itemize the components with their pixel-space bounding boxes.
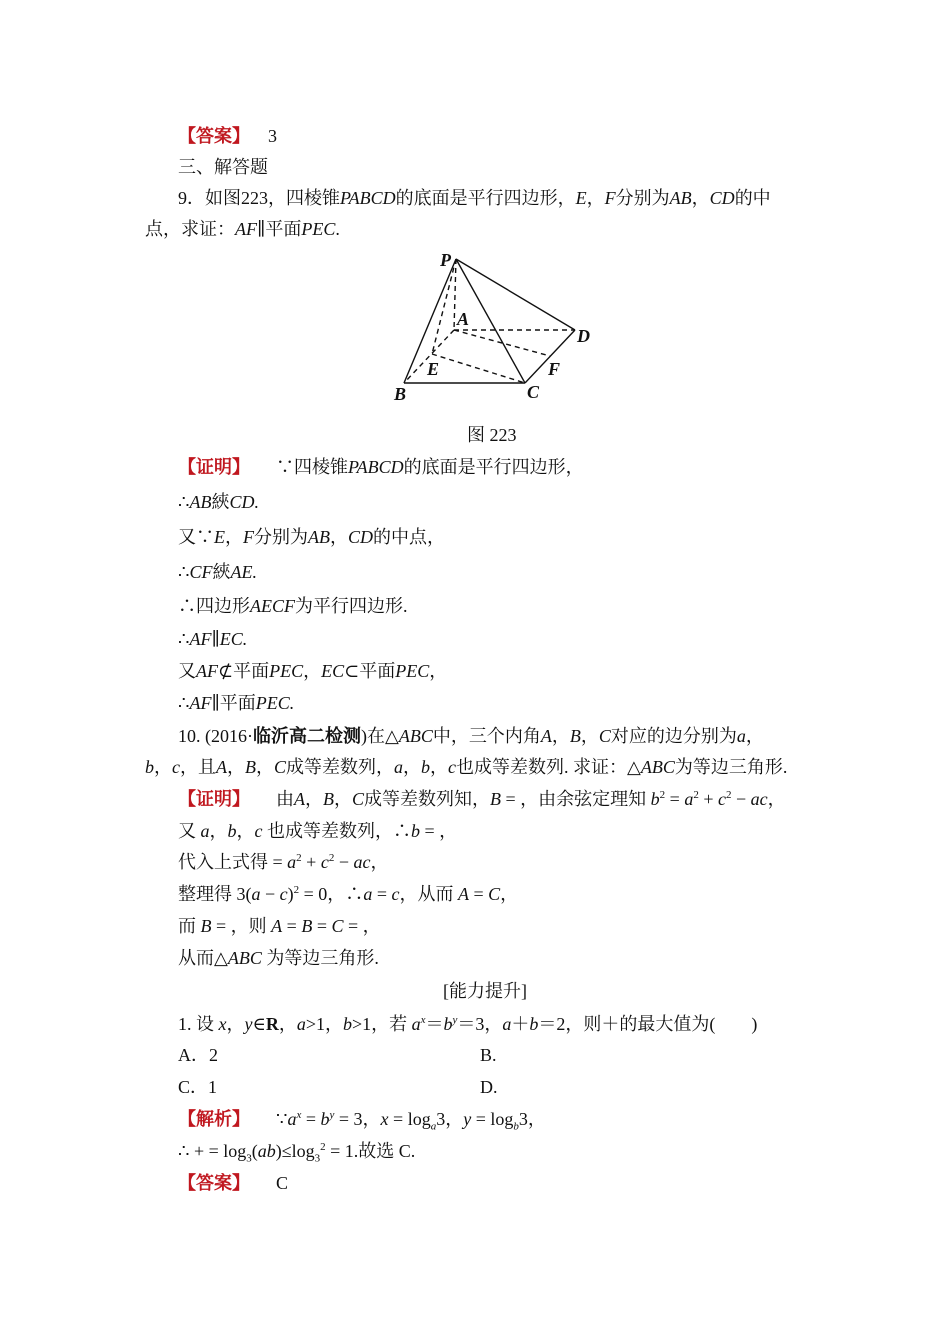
section-heading-ability: [能力提升] xyxy=(443,981,527,1001)
answer-value: C xyxy=(276,1173,289,1193)
edge-AF xyxy=(454,330,550,356)
pyramid-figure xyxy=(380,244,610,410)
label-D: D xyxy=(577,326,590,346)
proof10-line-1: 【证明】 由A，B，C成等差数列知，B = ，由余弦定理知 $b^2 = a^2 + c^2$ − ac， xyxy=(178,789,786,809)
proof10-line-4: 整理得 $3(a - c)^2 = 0$，∴a = c，从而 A = C， xyxy=(178,884,519,904)
proof10-line-2: 又 a，b，c 也成等差数列，∴b = ， xyxy=(178,821,458,841)
option-d: D. xyxy=(480,1077,498,1097)
q10-line-1: 10. (2016·临沂高二检测)在△ABC中，三个内角A，B，C对应的边分别为a， xyxy=(178,726,764,746)
proof9-line-3: 又∵E，F分别为AB，CD的中点， xyxy=(178,527,446,547)
proof9-line-2: ∴AB綊CD. xyxy=(178,492,259,512)
proof9-line-8: ∴AF∥平面PEC. xyxy=(178,693,295,713)
answer-tag: 【答案】 xyxy=(178,126,250,146)
q1-line-1: 1. 设 x，y∈R，a>1，b>1，若 $a^x=b^y=3$，a＋b＝2，则＋的最大值为( ) xyxy=(178,1014,758,1034)
label-P: P xyxy=(440,250,451,270)
proof9-line-1: 【证明】 ∵四棱锥PABCD的底面是平行四边形， xyxy=(178,457,584,477)
figure-caption: 图 223 xyxy=(467,425,517,445)
option-a: A．2 xyxy=(178,1045,218,1065)
analysis-line-2: ∴ + = $\log_3(ab)\le\log_3^2 = 1$.故选 C. xyxy=(178,1141,416,1165)
label-F: F xyxy=(548,359,561,379)
label-E: E xyxy=(427,359,440,379)
proof9-line-7: 又AF⊄平面PEC，EC⊂平面PEC， xyxy=(178,661,448,681)
analysis-tag: 【解析】 xyxy=(178,1109,250,1129)
answer-line-2 xyxy=(178,1172,288,1194)
q10-line-2: b，c，且A，B，C成等差数列，a，b，c也成等差数列. 求证：△ABC为等边三角形. xyxy=(145,757,788,777)
edge-PA xyxy=(454,259,456,330)
answer-value: 3 xyxy=(268,126,277,146)
proof10-line-6: 从而△ABC 为等边三角形. xyxy=(178,948,379,968)
section-heading-solutions: 三、解答题 xyxy=(178,157,268,177)
proof9-line-6: ∴AF∥EC. xyxy=(178,629,248,649)
option-c: C．1 xyxy=(178,1077,218,1097)
q9-line-2: 点，求证：AF∥平面PEC. xyxy=(145,219,340,239)
proof10-line-5: 而 B = ，则 A = B = C = ， xyxy=(178,916,381,936)
answer-line-1 xyxy=(178,125,277,147)
proof9-line-4: ∴CF綊AE. xyxy=(178,562,257,582)
label-C: C xyxy=(527,382,540,402)
proof9-line-5: ∴四边形AECF为平行四边形. xyxy=(178,596,408,616)
q9-line-1: 9．如图223，四棱锥PABCD的底面是平行四边形，E，F分别为AB，CD的中 xyxy=(178,188,771,208)
answer-tag: 【答案】 xyxy=(178,1173,250,1193)
proof-tag: 【证明】 xyxy=(178,789,250,809)
proof10-line-3: 代入上式得 = $a^2 + c^2$ − ac， xyxy=(178,852,389,872)
analysis-line-1: 【解析】 $\because a^x = b^y = 3$，$x = \log_a3$，$y = \log_b3$， xyxy=(178,1109,546,1133)
edge-PD xyxy=(456,259,575,330)
option-b: B. xyxy=(480,1045,497,1065)
proof-tag: 【证明】 xyxy=(178,457,250,477)
label-B: B xyxy=(394,384,407,404)
label-A: A xyxy=(457,309,470,329)
